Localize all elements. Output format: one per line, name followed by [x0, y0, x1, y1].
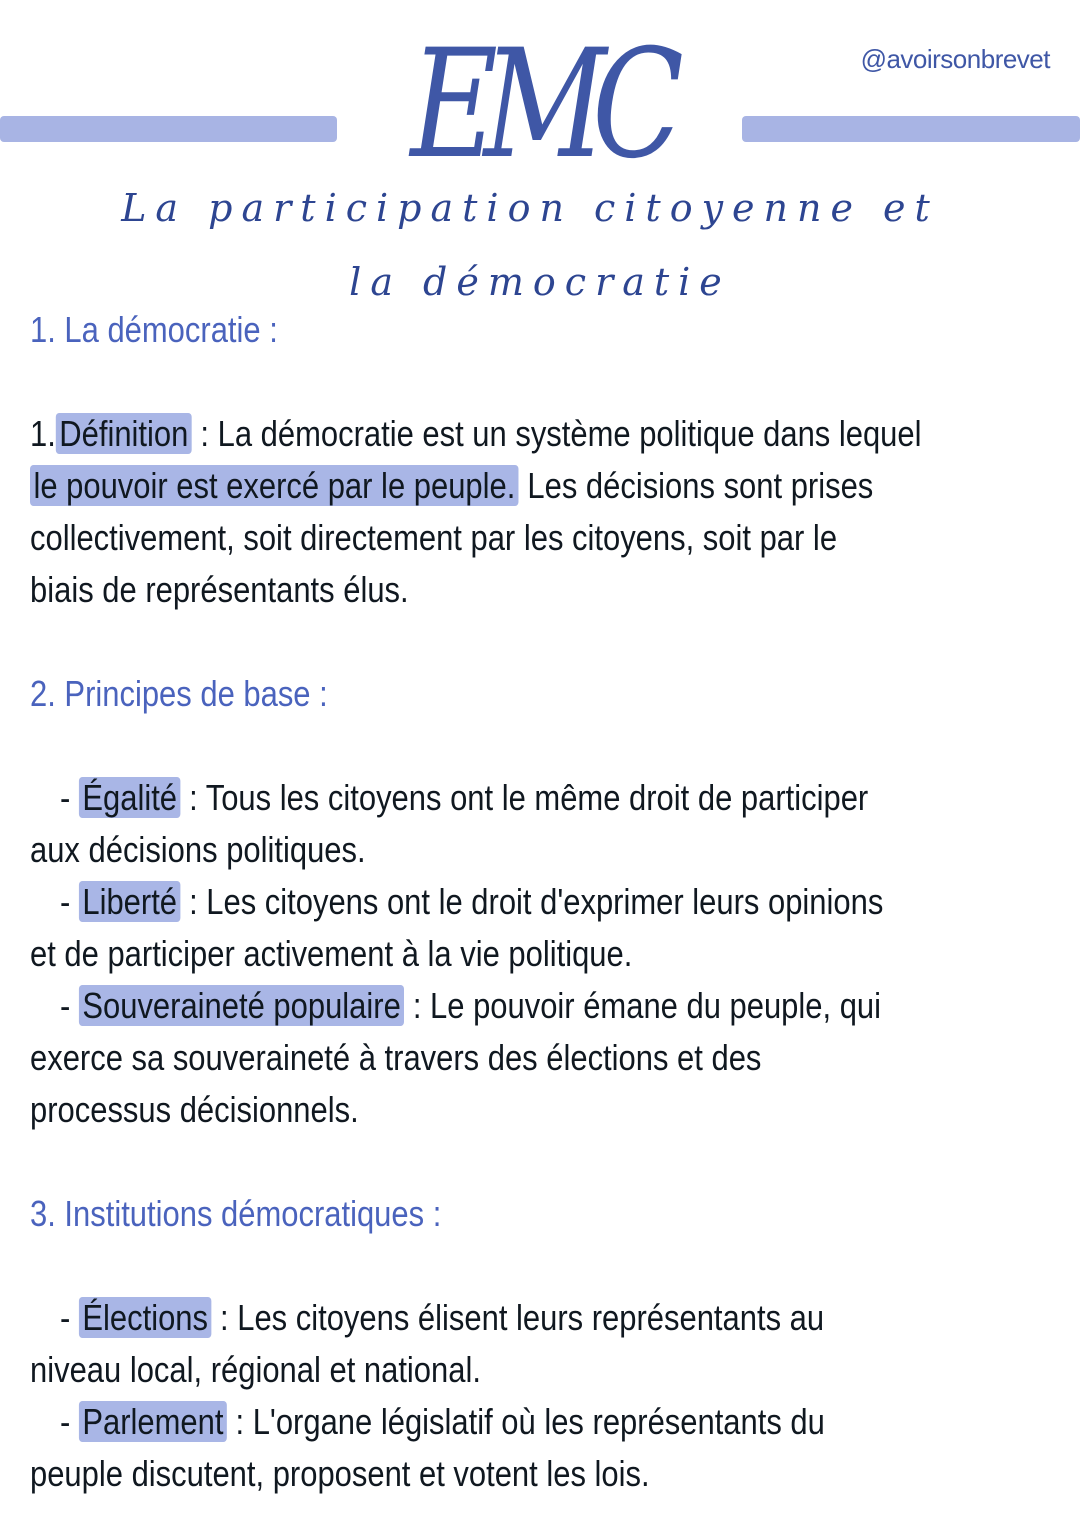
highlight-parlement: Parlement — [79, 1401, 227, 1442]
subtitle-line-2: la démocratie — [349, 260, 731, 304]
section-2-heading: 2. Principes de base : — [30, 673, 328, 714]
institution-elections: - Élections : Les citoyens élisent leurs représentants au — [60, 1297, 825, 1338]
definition-line-4: biais de représentants élus. — [30, 569, 409, 610]
highlight-souverainete: Souveraineté populaire — [79, 985, 404, 1026]
principle-egalite-cont: aux décisions politiques. — [30, 829, 366, 870]
section-1-heading: 1. La démocratie : — [30, 309, 278, 350]
highlight-egalite: Égalité — [79, 777, 181, 818]
institution-elections-cont: niveau local, régional et national. — [30, 1349, 481, 1390]
highlight-liberte: Liberté — [79, 881, 181, 922]
definition-line-2: le pouvoir est exercé par le peuple. Les décisions sont prises — [30, 460, 1060, 512]
document-body — [30, 304, 1060, 1500]
highlight-elections: Élections — [79, 1297, 212, 1338]
principle-souverainete-cont-1: exerce sa souveraineté à travers des élections et des — [30, 1037, 762, 1078]
definition-line-3: collectivement, soit directement par les citoyens, soit par le — [30, 517, 838, 558]
page-title: EMC — [410, 18, 670, 192]
principle-souverainete: - Souveraineté populaire : Le pouvoir émane du peuple, qui — [60, 985, 882, 1026]
principle-liberte-cont: et de participer activement à la vie politique. — [30, 933, 633, 974]
definition-line-1: 1.Définition : La démocratie est un système politique dans lequel — [30, 413, 922, 454]
highlight-definition: Définition — [56, 413, 192, 454]
author-handle: @avoirsonbrevet — [860, 44, 1050, 74]
institution-parlement-cont: peuple discutent, proposent et votent les lois. — [30, 1453, 650, 1494]
principle-egalite: - Égalité : Tous les citoyens ont le même droit de participer — [60, 777, 869, 818]
institution-parlement: - Parlement : L'organe législatif où les représentants du — [60, 1401, 825, 1442]
principle-liberte: - Liberté : Les citoyens ont le droit d'exprimer leurs opinions — [60, 881, 884, 922]
section-3-heading: 3. Institutions démocratiques : — [30, 1193, 442, 1234]
principle-souverainete-cont-2: processus décisionnels. — [30, 1089, 359, 1130]
highlight-pouvoir-peuple: le pouvoir est exercé par le peuple. — [30, 465, 519, 506]
subtitle-line-1: La participation citoyenne et — [121, 186, 939, 230]
